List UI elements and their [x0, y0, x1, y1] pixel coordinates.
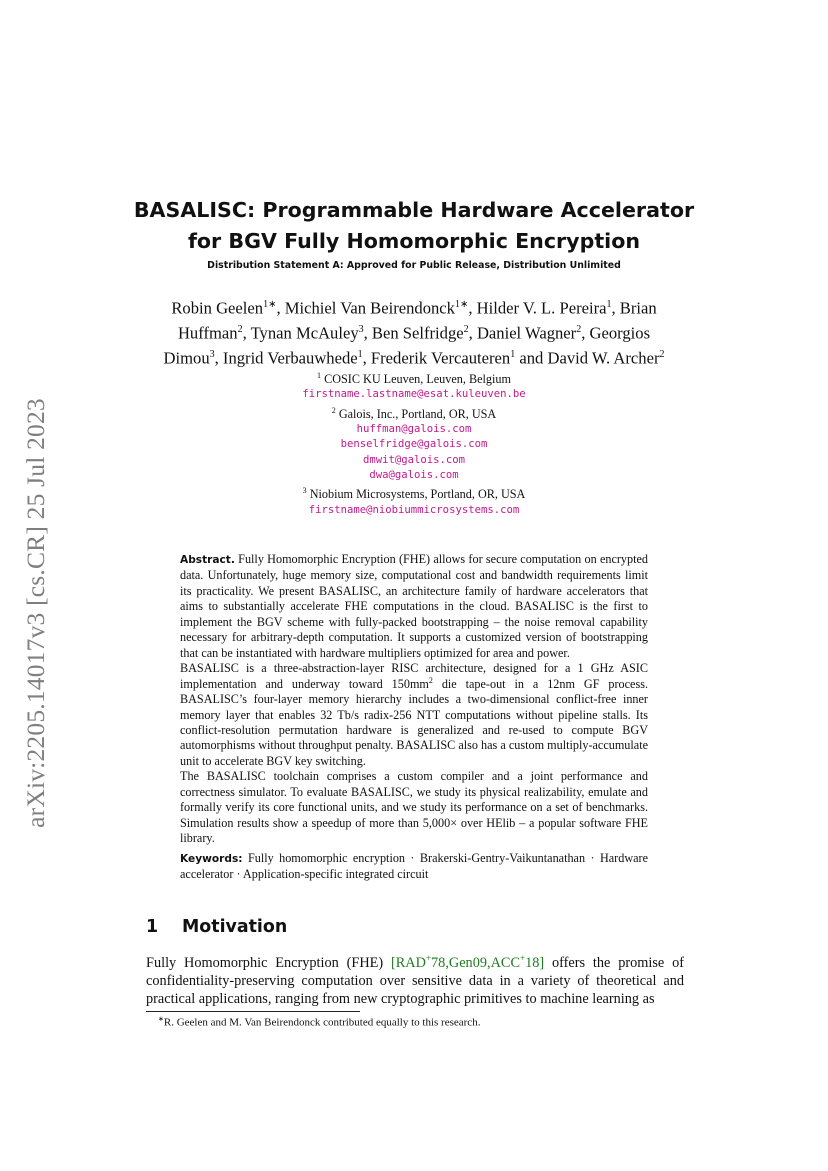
affiliation-number: 2	[331, 405, 336, 415]
abstract-block	[180, 552, 648, 883]
abstract-paragraph-1: Fully Homomorphic Encryption (FHE) allows for secure computation on encrypted data. Unfortunately, huge memory size, computational cost and bandwidth requirements limit its practicality. We present BASALISC, an architecture family of hardware accelerators that aims to substantially accelerate FHE computations in the cloud. BASALISC is the first to implement the BGV scheme with fully-packed bootstrapping – the noise removal capability necessary for arbitrary-depth computation. It supports a customized version of bootstrapping that can be instantiated with hardware multipliers optimized for area and power.	[180, 552, 648, 660]
author-affiliation-mark: 3	[209, 349, 215, 361]
affiliation	[200, 483, 628, 502]
author-name: Frederik Vercauteren	[370, 348, 511, 368]
author-separator: ,	[581, 323, 590, 343]
keywords-label: Keywords:	[180, 852, 243, 865]
author-separator: ,	[214, 348, 223, 368]
body-text-start: Fully Homomorphic Encryption (FHE)	[146, 955, 391, 971]
footnote-mark: ∗	[158, 1015, 164, 1023]
affiliation	[200, 368, 628, 387]
section-number: 1	[146, 917, 159, 937]
author-name: Hilder V. L. Pereira	[476, 298, 607, 318]
citation-link[interactable]: Gen09,	[448, 955, 491, 971]
email-link[interactable]: firstname@niobiummicrosystems.com	[308, 503, 520, 516]
author-name: Brian Huffman	[177, 298, 657, 343]
citation-link[interactable]: [RAD+78,	[390, 953, 449, 971]
author-separator: ,	[468, 298, 477, 318]
affiliation-list	[200, 368, 628, 518]
superscript: 2	[428, 675, 433, 685]
footnote-rule	[146, 1011, 360, 1012]
abstract-paragraph-2a: BASALISC is a three-abstraction-layer RISC architecture, designed for a 1 GHz ASIC implementation and underway toward 150mm	[180, 661, 648, 691]
abstract-paragraph-2b: die tape-out in a 12nm GF process. BASALISC’s four-layer memory hierarchy includes a two-dimensional conflict-free inner memory layer that enables 32 Tb/s radix-256 NTT computations without pipeline stalls. Its conflict-resolution permutation hardware is generalized and re-used to compute BGV automorphisms without throughput penalty. BASALISC also has a custom multiply-accumulate unit to accelerate BGV key switching.	[180, 676, 648, 768]
author-name: Tynan McAuley	[250, 323, 359, 343]
footnote	[158, 1015, 678, 1029]
affiliation	[200, 403, 628, 422]
email-link[interactable]: dwa@galois.com	[369, 468, 459, 481]
author-separator: ,	[468, 323, 477, 343]
paper-title-line-2: for BGV Fully Homomorphic Encryption	[187, 229, 641, 253]
author-affiliation-mark: 2	[237, 324, 243, 336]
paper-title-line-1: BASALISC: Programmable Hardware Accelerator	[133, 198, 695, 222]
author-name: Daniel Wagner	[476, 323, 577, 343]
affiliation-number: 1	[317, 371, 322, 380]
author-separator: and	[515, 348, 548, 368]
author-affiliation-mark: 2	[659, 349, 665, 361]
affiliation-number: 3	[302, 486, 307, 496]
email-link[interactable]: firstname.lastname@esat.kuleuven.be	[302, 388, 526, 401]
author-separator: ,	[363, 323, 372, 343]
author-list	[150, 294, 678, 369]
author-affiliation-mark: 1∗	[454, 299, 469, 310]
author-affiliation-mark: 1	[606, 299, 612, 310]
arxiv-sidebar	[16, 378, 56, 848]
author-affiliation-mark: 2	[463, 324, 469, 336]
author-name: David W. Archer	[547, 348, 660, 368]
footnote-text: R. Geelen and M. Van Beirendonck contributed equally to this research.	[163, 1016, 481, 1029]
body-text	[146, 954, 684, 1009]
abstract-label: Abstract.	[180, 554, 235, 566]
author-name: Ingrid Verbauwhede	[222, 348, 358, 368]
author-affiliation-mark: 1	[510, 349, 516, 361]
author-separator: ,	[276, 298, 285, 318]
author-separator: ,	[242, 323, 251, 343]
affiliation-name: Galois, Inc., Portland, OR, USA	[338, 406, 497, 421]
section-title: Motivation	[182, 917, 288, 937]
affiliation-name: COSIC KU Leuven, Leuven, Belgium	[324, 372, 511, 387]
email-link[interactable]: benselfridge@galois.com	[340, 438, 488, 451]
author-name: Georgios Dimou	[163, 323, 651, 368]
abstract-paragraph-3: The BASALISC toolchain comprises a custom compiler and a joint performance and correctness simulator. To evaluate BASALISC, we study its physical realizability, emulate and formally verify its core functional units, and we study its performance on a set of benchmarks. Simulation results show a speedup of more than 5,000× over HElib – a popular software FHE library.	[180, 769, 648, 846]
author-affiliation-mark: 1	[357, 349, 363, 361]
author-name: Robin Geelen	[171, 298, 264, 318]
distribution-statement: Distribution Statement A: Approved for Public Release, Distribution Unlimited	[207, 260, 621, 271]
email-link[interactable]: huffman@galois.com	[356, 423, 472, 436]
citation-link[interactable]: ACC+18]	[490, 953, 545, 971]
body-text-rest: offers the promise of confidentiality-preserving computation over sensitive data in a variety of theoretical and practical applications, ranging from new cryptographic primitives to machine learning as	[146, 955, 684, 1008]
author-affiliation-mark: 1∗	[263, 299, 277, 310]
author-affiliation-mark: 2	[576, 324, 582, 336]
affiliation-name: Niobium Microsystems, Portland, OR, USA	[309, 487, 526, 502]
author-affiliation-mark: 3	[358, 324, 364, 336]
author-separator: ,	[611, 298, 620, 318]
author-name: Michiel Van Beirendonck	[284, 298, 455, 318]
author-name: Ben Selfridge	[371, 323, 464, 343]
author-separator: ,	[362, 348, 371, 368]
section-heading	[146, 917, 287, 937]
arxiv-identifier[interactable]: arXiv:2205.14017v3 [cs.CR] 25 Jul 2023	[21, 398, 50, 828]
keywords-text: Fully homomorphic encryption · Brakerski-Gentry-Vaikuntanathan · Hardware accelerator · Application-specific integrated circuit	[180, 850, 648, 882]
email-link[interactable]: dmwit@galois.com	[362, 453, 466, 466]
